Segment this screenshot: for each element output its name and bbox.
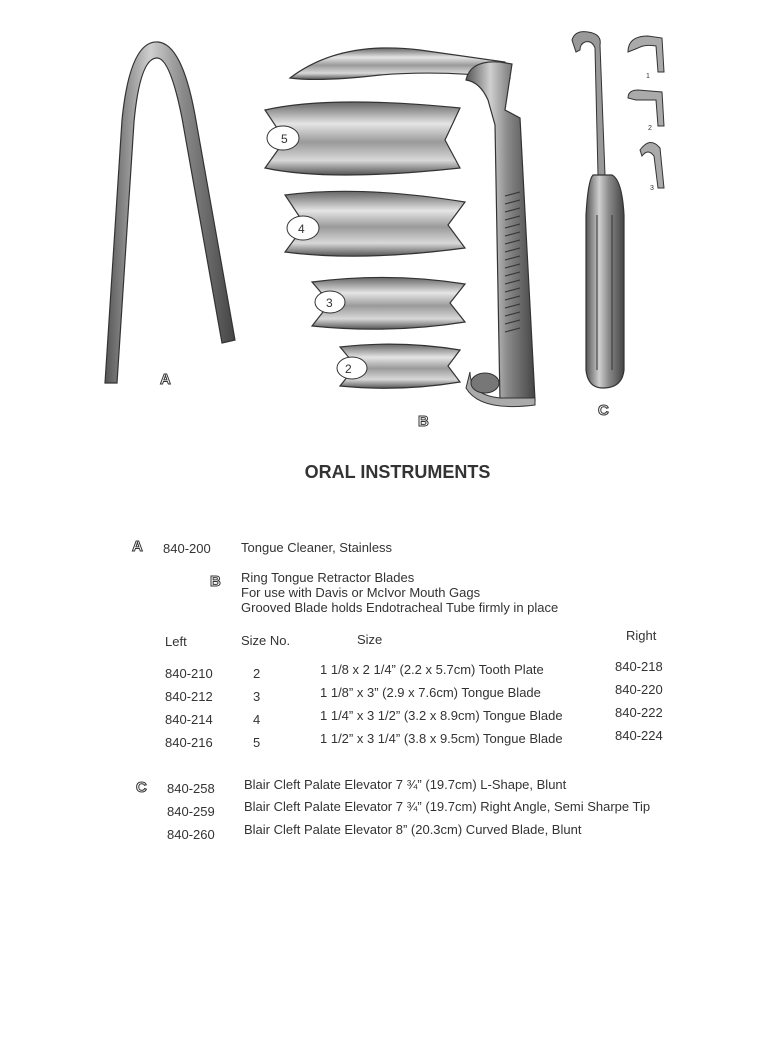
row-2-size: 1 1/8” x 3” (2.9 x 7.6cm) Tongue Blade <box>320 685 541 700</box>
blade-number-3: 3 <box>326 296 333 310</box>
figure-label-c: C <box>598 402 609 419</box>
row-1-right: 840-218 <box>615 659 663 674</box>
row-1-size: 1 1/8 x 2 1/4” (2.2 x 5.7cm) Tooth Plate <box>320 662 544 677</box>
section-c-row-2-code: 840-259 <box>167 804 215 819</box>
row-3-size: 1 1/4” x 3 1/2” (3.2 x 8.9cm) Tongue Blade <box>320 708 563 723</box>
blade-number-5: 5 <box>281 132 288 146</box>
blade-number-4: 4 <box>298 222 305 236</box>
row-3-left: 840-214 <box>165 712 213 727</box>
row-2-left: 840-212 <box>165 689 213 704</box>
row-3-right: 840-222 <box>615 705 663 720</box>
row-2-size-no: 3 <box>253 689 261 704</box>
tip-number-1: 1 <box>646 73 650 80</box>
section-c-row-3-code: 840-260 <box>167 827 215 842</box>
section-c-letter: C <box>136 779 147 796</box>
section-b-letter: B <box>210 573 221 590</box>
tip-number-3: 3 <box>650 185 654 192</box>
section-b-line-1: Ring Tongue Retractor Blades <box>241 570 415 585</box>
section-c-row-1-code: 840-258 <box>167 781 215 796</box>
figure-label-a: A <box>160 371 171 388</box>
retractor-blade-5 <box>265 102 460 175</box>
section-b-line-2: For use with Davis or McIvor Mouth Gags <box>241 585 481 600</box>
header-left: Left <box>165 634 187 649</box>
retractor-blade-4 <box>285 191 465 256</box>
section-a-description: Tongue Cleaner, Stainless <box>241 540 393 555</box>
section-c-row-3-description: Blair Cleft Palate Elevator 8” (20.3cm) Curved Blade, Blunt <box>244 822 582 837</box>
figure-label-b: B <box>418 413 429 430</box>
blade-number-2: 2 <box>345 362 352 376</box>
retractor-blade-2 <box>337 344 460 388</box>
row-4-left: 840-216 <box>165 735 213 750</box>
instruments-illustration <box>0 0 780 440</box>
section-a-letter: A <box>132 538 143 555</box>
tongue-cleaner-illustration <box>105 42 235 383</box>
section-a-code: 840-200 <box>163 541 211 556</box>
elevator-tips-illustration <box>628 36 664 188</box>
row-1-left: 840-210 <box>165 666 213 681</box>
page-title: ORAL INSTRUMENTS <box>304 462 491 482</box>
row-2-right: 840-220 <box>615 682 663 697</box>
row-4-size: 1 1/2” x 3 1/4” (3.8 x 9.5cm) Tongue Blade <box>320 731 563 746</box>
section-c-row-1-description: Blair Cleft Palate Elevator 7 ¾” (19.7cm) L-Shape, Blunt <box>244 777 567 792</box>
header-right: Right <box>626 628 657 643</box>
tip-number-2: 2 <box>648 125 652 132</box>
row-1-size-no: 2 <box>253 666 261 681</box>
header-size: Size <box>357 632 383 647</box>
row-4-size-no: 5 <box>253 735 261 750</box>
section-c-row-2-description: Blair Cleft Palate Elevator 7 ¾” (19.7cm) Right Angle, Semi Sharpe Tip <box>244 799 651 814</box>
cleft-palate-elevator-illustration <box>572 32 624 388</box>
row-4-right: 840-224 <box>615 728 663 743</box>
header-size-no: Size No. <box>241 633 291 648</box>
retractor-blade-3 <box>312 277 465 329</box>
row-3-size-no: 4 <box>253 712 261 727</box>
section-b-line-3: Grooved Blade holds Endotracheal Tube firmly in place <box>241 600 559 615</box>
